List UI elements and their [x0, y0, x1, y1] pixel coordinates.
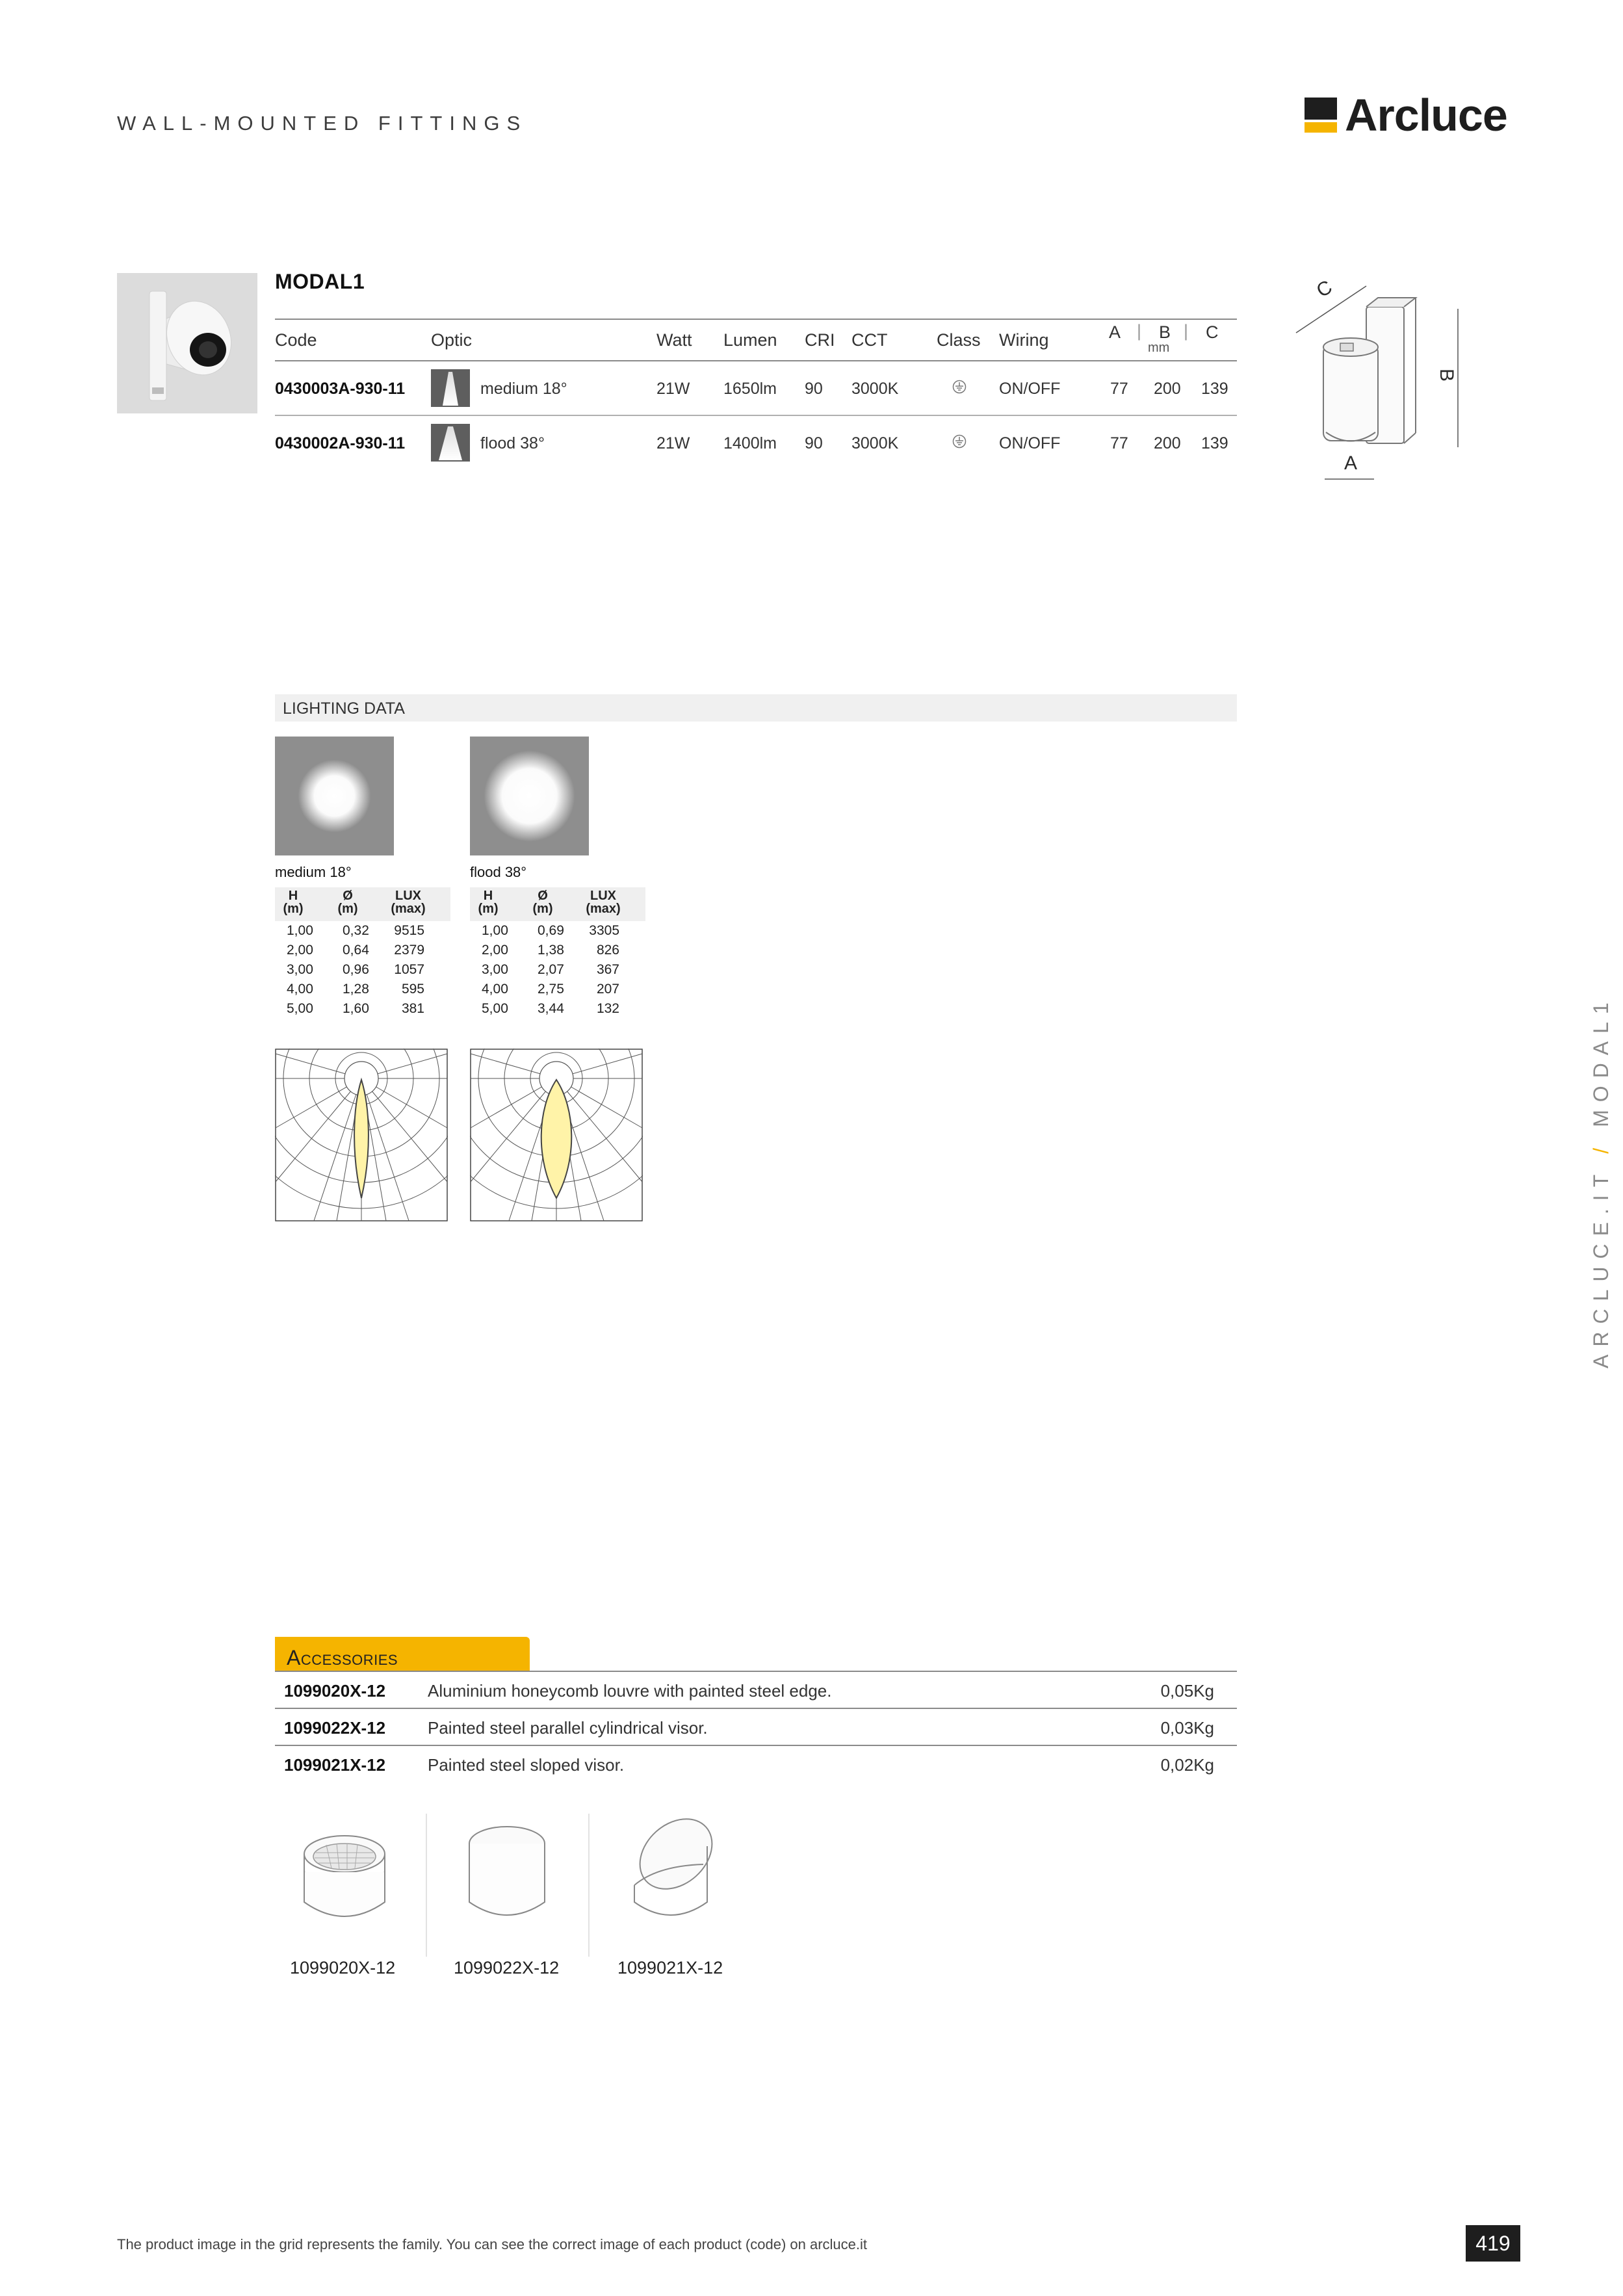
dim-label-c: C: [1312, 276, 1336, 302]
height-value: 4,00: [482, 982, 508, 997]
product-code: 0430003A-930-11: [275, 380, 406, 398]
ground-icon: [952, 434, 967, 449]
col-h: H: [483, 889, 493, 903]
accessory-code: 1099022X-12: [284, 1718, 386, 1738]
height-value: 3,00: [482, 962, 508, 977]
optic-label: medium 18°: [275, 864, 352, 880]
spec-table: [275, 319, 1237, 469]
lux-row: [470, 980, 645, 999]
side-slash: /: [1589, 1140, 1613, 1154]
col-diameter: Ø: [343, 889, 353, 903]
accessory-weight: 0,03Kg: [1160, 1718, 1214, 1738]
col-code: Code: [275, 330, 317, 350]
diameter-value: 0,64: [343, 943, 369, 958]
dim-b-value: 200: [1154, 434, 1181, 452]
honeycomb-louvre-icon: [266, 1807, 429, 1963]
accessory-description: Painted steel sloped visor.: [428, 1755, 625, 1775]
lux-row: [275, 960, 450, 980]
diameter-value: 0,96: [343, 962, 369, 977]
cri-value: 90: [805, 434, 823, 452]
col-cri: CRI: [805, 330, 835, 350]
product-photo: [117, 273, 257, 413]
col-separator: |: [1184, 321, 1189, 341]
height-value: 2,00: [482, 943, 508, 958]
lux-table: [275, 887, 450, 1019]
wall-spotlight-photo-icon: [117, 273, 257, 413]
diameter-value: 2,07: [538, 962, 564, 977]
col-lumen: Lumen: [723, 330, 777, 350]
dimension-drawing-icon: [1293, 280, 1475, 488]
accessory-weight: 0,05Kg: [1160, 1681, 1214, 1701]
divider: [588, 1814, 590, 1957]
lux-table: [470, 887, 645, 1019]
col-c: C: [1206, 322, 1219, 342]
side-running-title: [1589, 995, 1613, 1368]
lux-value: 367: [596, 962, 619, 977]
lux-table-header: [275, 887, 450, 921]
col-lux: LUX: [395, 889, 421, 903]
side-site: ARCLUCE.IT: [1589, 1166, 1613, 1368]
col-b: B: [1159, 322, 1171, 342]
product-code: 0430002A-930-11: [275, 434, 406, 452]
lux-value: 9515: [394, 923, 424, 938]
col-lux-unit: (max): [391, 902, 426, 916]
diameter-value: 3,44: [538, 1001, 564, 1016]
accessory-row: [275, 1671, 1237, 1708]
lux-row: [275, 999, 450, 1019]
dim-c-value: 139: [1201, 434, 1228, 452]
dimension-drawing: [1293, 280, 1475, 488]
diameter-value: 0,69: [538, 923, 564, 938]
wiring-value: ON/OFF: [999, 380, 1061, 398]
accessories-tab: [275, 1637, 530, 1671]
col-wiring: Wiring: [999, 330, 1049, 350]
optic-medium-icon: [431, 369, 470, 407]
watt-value: 21W: [656, 380, 690, 398]
cri-value: 90: [805, 380, 823, 398]
height-value: 1,00: [287, 923, 313, 938]
height-value: 5,00: [287, 1001, 313, 1016]
optic-label: flood 38°: [480, 434, 545, 452]
lux-value: 1057: [394, 962, 424, 977]
lighting-data-title: LIGHTING DATA: [283, 699, 405, 718]
accessory-row: [275, 1745, 1237, 1782]
lux-value: 826: [596, 943, 619, 958]
height-value: 1,00: [482, 923, 508, 938]
lux-value: 2379: [394, 943, 424, 958]
dim-a-value: 77: [1110, 380, 1128, 398]
lux-table-header: [470, 887, 645, 921]
accessory-description: Painted steel parallel cylindrical visor.: [428, 1718, 708, 1738]
lux-row: [275, 941, 450, 960]
height-value: 4,00: [287, 982, 313, 997]
col-diameter: Ø: [538, 889, 548, 903]
accessory-caption: 1099020X-12: [290, 1958, 396, 1977]
col-watt: Watt: [656, 330, 692, 350]
polar-diagram-flood: [470, 1049, 643, 1221]
lux-row: [275, 980, 450, 999]
col-class: Class: [937, 330, 981, 350]
lux-value: 381: [401, 1001, 424, 1016]
polar-diagram-medium: [275, 1049, 448, 1221]
diameter-value: 1,28: [343, 982, 369, 997]
col-diameter-unit: (m): [337, 902, 358, 916]
sloped-visor-icon: [593, 1807, 755, 1963]
lux-value: 132: [596, 1001, 619, 1016]
accessory-code: 1099020X-12: [284, 1681, 386, 1701]
watt-value: 21W: [656, 434, 690, 452]
cct-value: 3000K: [851, 380, 899, 398]
spec-table-header: [275, 319, 1237, 361]
ground-icon: [952, 380, 967, 394]
lux-value: 207: [596, 982, 619, 997]
lux-row: [470, 921, 645, 941]
cylindrical-visor-icon: [429, 1807, 591, 1963]
accessory-row: [275, 1708, 1237, 1745]
spec-row: [275, 416, 1237, 469]
accessory-weight: 0,02Kg: [1160, 1755, 1214, 1775]
accessory-caption: 1099021X-12: [617, 1958, 723, 1977]
col-h-unit: (m): [283, 902, 304, 916]
lumen-value: 1400lm: [723, 434, 777, 452]
accessories-table: [275, 1671, 1237, 1782]
col-separator: |: [1137, 321, 1142, 341]
lux-value: 3305: [589, 923, 619, 938]
col-cct: CCT: [851, 330, 888, 350]
col-h: H: [288, 889, 298, 903]
lux-value: 595: [401, 982, 424, 997]
unit-label: mm: [1148, 341, 1170, 355]
logo-mark-icon: [1305, 98, 1337, 133]
col-optic: Optic: [431, 330, 473, 350]
lux-row: [470, 941, 645, 960]
beam-spot-image: [275, 737, 394, 855]
col-h-unit: (m): [478, 902, 499, 916]
accessory-caption: 1099022X-12: [454, 1958, 560, 1977]
dim-a-value: 77: [1110, 434, 1128, 452]
dim-label-a: A: [1344, 452, 1358, 474]
diameter-value: 1,38: [538, 943, 564, 958]
side-product: MODAL1: [1589, 995, 1613, 1127]
optic-label: medium 18°: [480, 380, 567, 398]
diameter-value: 1,60: [343, 1001, 369, 1016]
cct-value: 3000K: [851, 434, 899, 452]
diameter-value: 0,32: [343, 923, 369, 938]
height-value: 3,00: [287, 962, 313, 977]
height-value: 2,00: [287, 943, 313, 958]
diameter-value: 2,75: [538, 982, 564, 997]
col-lux: LUX: [590, 889, 616, 903]
accessory-description: Aluminium honeycomb louvre with painted steel edge.: [428, 1681, 832, 1701]
spec-row: [275, 361, 1237, 416]
beam-spot-image: [470, 737, 589, 855]
dim-c-value: 139: [1201, 380, 1228, 398]
optic-flood-icon: [431, 424, 470, 462]
wiring-value: ON/OFF: [999, 434, 1061, 452]
accessory-code: 1099021X-12: [284, 1755, 386, 1775]
footer-note: The product image in the grid represents the family. You can see the correct image of each product (code) on arcluce.it: [117, 2236, 868, 2252]
divider: [426, 1814, 427, 1957]
page-number: 419: [1466, 2225, 1520, 2262]
brand-logo: [1305, 92, 1507, 138]
section-title: WALL-MOUNTED FITTINGS: [117, 112, 528, 135]
lux-row: [275, 921, 450, 941]
lux-row: [470, 960, 645, 980]
lighting-data-bar: [275, 694, 1237, 722]
height-value: 5,00: [482, 1001, 508, 1016]
product-name: MODAL1: [275, 270, 365, 293]
col-lux-unit: (max): [586, 902, 621, 916]
accessories-title: Accessories: [287, 1646, 398, 1669]
col-diameter-unit: (m): [532, 902, 553, 916]
dim-b-value: 200: [1154, 380, 1181, 398]
lumen-value: 1650lm: [723, 380, 777, 398]
col-a: A: [1109, 322, 1121, 342]
lux-row: [470, 999, 645, 1019]
optic-label: flood 38°: [470, 864, 527, 880]
dim-label-b: B: [1436, 368, 1458, 382]
brand-name: Arcluce: [1345, 90, 1507, 140]
